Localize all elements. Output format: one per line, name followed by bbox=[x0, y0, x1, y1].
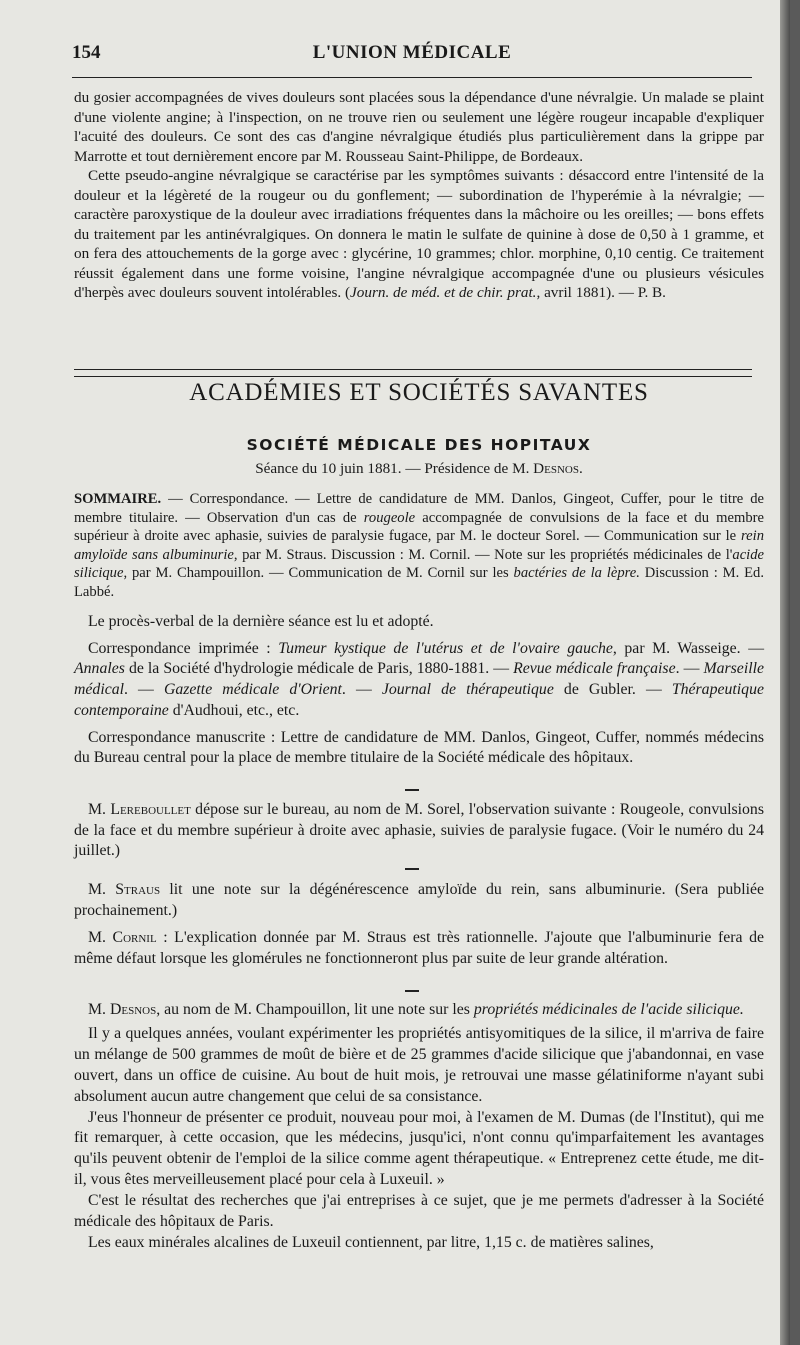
paragraph-eaux: Les eaux minérales alcalines de Luxeuil contiennent, par litre, 1,15 c. de matières salines, bbox=[88, 1233, 654, 1251]
correspondance-imprimee: Correspondance imprimée : Tumeur kystique de l'utérus et de l'ovaire gauche, par M. Wasseige. — Annales de la Société d'hydrologie médicale de Paris, 1880-1881. — Revue médicale française. — Marseille médical. — Gazette médicale d'Orient. — Journal de thérapeutique de Gubler. — Thérapeutique contemporaine d'Audhoui, etc., etc. bbox=[74, 639, 764, 719]
sommaire bbox=[74, 490, 764, 602]
speaker-name: M. Straus bbox=[88, 881, 161, 898]
paragraph-experience: Il y a quelques années, voulant expérimenter les propriétés antisyomitiques de la silice, il m'arriva de faire un mélange de 500 grammes de moût de bière et de 25 grammes d'acide silicique que j'abandonnai, en vase ouvert, dans un office de cuisine. Au bout de huit mois, je retrouvai une masse gélatiniforme n'ayant subi absolument aucun autre changement que celui de sa consistance. bbox=[74, 1024, 764, 1105]
separator-dash bbox=[405, 868, 419, 870]
straus-paragraph: M. Straus lit une note sur la dégénérescence amyloïde du rein, sans albuminurie. (Sera publiée prochainement.) bbox=[74, 881, 764, 919]
proces-verbal: Le procès-verbal de la dernière séance est lu et adopté. bbox=[88, 613, 434, 630]
section-title: ACADÉMIES ET SOCIÉTÉS SAVANTES bbox=[189, 379, 649, 406]
journal-citation: Journ. de méd. et de chir. prat. bbox=[350, 284, 537, 301]
desnos-paragraph: M. Desnos, au nom de M. Champouillon, lit une note sur les propriétés médicinales de l'acide silicique. bbox=[88, 1001, 744, 1018]
speaker-name: M. Lereboullet bbox=[88, 801, 191, 818]
seance-line: Séance du 10 juin 1881. — Présidence de M. Desnos. bbox=[255, 460, 583, 477]
separator-dash bbox=[405, 789, 419, 791]
separator-dash bbox=[405, 990, 419, 992]
intro-paragraph-1: du gosier accompagnées de vives douleurs sont placées sous la dépendance d'une névralgie. Un malade se plaint d'une violente angine; à l'inspection, on ne trouve rien ou seulement une légère rougeur incapable d'expliquer l'acuité des douleurs. Ce sont des cas d'angine névralgique étudiés plus particulièrement dans la grippe par Marrotte et tout dernièrement encore par M. Rousseau Saint-Philippe, de Bordeaux. bbox=[74, 89, 764, 165]
sommaire-label: SOMMAIRE. bbox=[74, 491, 162, 507]
intro-text bbox=[74, 88, 764, 303]
running-title: L'UNION MÉDICALE bbox=[312, 42, 512, 63]
lereboullet-block bbox=[74, 800, 764, 862]
cornil-paragraph: M. Cornil : L'explication donnée par M. Straus est très rationnelle. J'ajoute que l'albuminurie fera de même défaut lorsque les glomérules ne fonctionneront plus par suite de leur grande altération. bbox=[74, 929, 764, 968]
society-title: SOCIÉTÉ MÉDICALE DES HOPITAUX bbox=[246, 436, 592, 454]
proceedings bbox=[74, 612, 764, 769]
paragraph-dumas: J'eus l'honneur de présenter ce produit, nouveau pour moi, à l'examen de M. Dumas (de l'Institut), qui me fit remarquer, à cette occasion, que les médecins, jusqu'ici, n'ont connu qu'imparfaitement les avantages qu'ils peuvent obtenir de l'emploi de la silice comme agent thérapeutique. « Entreprenez cette étude, me dit-il, vous êtes merveilleusement placé pour cela à Luxeuil. » bbox=[74, 1108, 764, 1189]
desnos-block bbox=[74, 1000, 764, 1254]
intro-paragraph-2: Cette pseudo-angine névralgique se caractérise par les symptômes suivants : désaccord entre l'intensité de la douleur et la légèreté de la rougeur ou du gonflement; — subordination de l'hyperémie à la névralgie; — caractère paroxystique de la douleur avec irradiations fréquentes dans la mâchoire ou les oreilles; — bons effets du traitement par les antinévralgiques. On donnera le matin le sulfate de quinine à dose de 0,50 à 1 gramme, et on fera des attouchements de la gorge avec : glycérine, 10 grammes; chlor. morphine, 0,10 centig. Ce traitement réussit également dans une forme voisine, l'angine névralgique accompagnée d'une ou plusieurs vésicules d'herpès avec douleurs souvent intolérables. (Journ. de méd. et de chir. prat., avril 1881). — P. B. bbox=[74, 167, 764, 301]
page-number: 154 bbox=[72, 42, 101, 63]
page-edge-shadow bbox=[780, 0, 790, 1345]
section-double-rule bbox=[74, 369, 752, 377]
speaker-name: M. Desnos bbox=[88, 1001, 157, 1018]
straus-block bbox=[74, 880, 764, 970]
header-rule bbox=[72, 77, 752, 78]
correspondance-manuscrite: Correspondance manuscrite : Lettre de candidature de MM. Danlos, Gingeot, Cuffer, nommés médecins du Bureau central pour la place de membre titulaire de la Société médicale des hôpitaux. bbox=[74, 728, 764, 767]
speaker-name: M. Cornil : bbox=[88, 929, 168, 947]
paragraph-resultat: C'est le résultat des recherches que j'ai entreprises à ce sujet, que je me permets d'adresser à la Société médicale des hôpitaux de Paris. bbox=[74, 1192, 764, 1231]
lereboullet-paragraph: M. Lereboullet dépose sur le bureau, au nom de M. Sorel, l'observation suivante : Rougeole, convulsions de la face et du membre supérieur à droite avec aphasie, suivies de paralysie fugace. (Voir le numéro du 24 juillet.) bbox=[74, 801, 764, 860]
page-header bbox=[72, 42, 752, 70]
sommaire-paragraph: SOMMAIRE. — Correspondance. — Lettre de candidature de MM. Danlos, Gingeot, Cuffer, pour le titre de membre titulaire. — Observation d'un cas de rougeole accompagnée de convulsions de la face et du membre supérieur à droite avec aphasie, suivies de paralysie fugace, par M. le docteur Sorel. — Communication sur le rein amyloïde sans albuminurie, par M. Straus. Discussion : M. Cornil. — Note sur les propriétés médicinales de l'acide silicique, par M. Champouillon. — Communication de M. Cornil sur les bactéries de la lèpre. Discussion : M. Ed. Labbé. bbox=[74, 491, 764, 600]
